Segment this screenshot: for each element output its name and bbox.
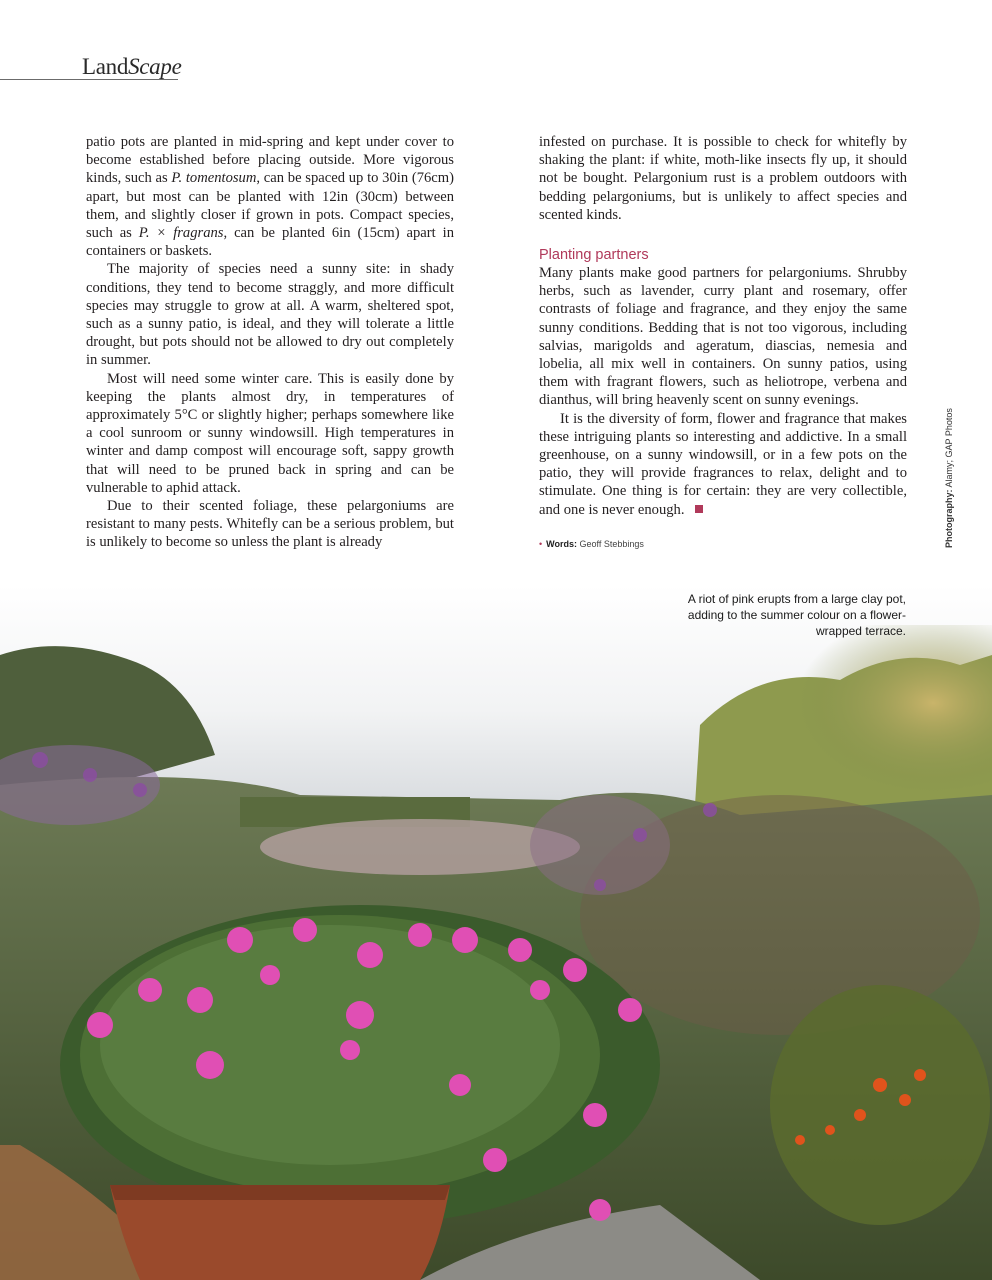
header-rule <box>0 79 178 80</box>
left-column <box>86 133 454 552</box>
paragraph: Many plants make good partners for pelargoniums. Shrubby herbs, such as lavender, curry plant and rosemary, offer contrasts of foliage and fragrance, and they enjoy the same sunny conditions. Bedding that is not too vigorous, including salvias, marigolds and ageratum, diascias, nemesia and lobelia, all mix well in containers. On sunny patios, using them with fragrant flowers, such as heliotrope, verbena and dianthus, will bring heavenly scent on sunny evenings. <box>539 265 907 409</box>
author-credit: • Words: Geoff Stebbings <box>539 539 644 549</box>
photo-caption: A riot of pink erupts from a large clay pot, adding to the summer colour on a flower-wrapped terrace. <box>687 592 906 638</box>
paragraph: It is the diversity of form, flower and fragrance that makes these intriguing plants so interesting and addictive. In a small greenhouse, on a sunny windowsill, or in a few pots on the patio, they will provide fragrances to relax, delight and to stimulate. One thing is for certain: they are very collectible, and one is never enough. <box>539 410 907 518</box>
paragraph: infested on purchase. It is possible to check for whitefly by shaking the plant: if white, moth-like insects fly up, it should not be bought. Pelargonium rust is a problem outdoors with bedding pelargoniums, but is unlikely to affect species and scented kinds. <box>539 134 907 223</box>
magazine-logo <box>82 54 181 80</box>
right-column <box>539 133 907 519</box>
paragraph: Most will need some winter care. This is easily done by keeping the plants almost dry, in temperatures of approximately 5°C or slightly higher; perhaps somewhere like a cool sunroom or sunny windowsill. High temperatures in winter and damp compost will encourage soft, sappy growth that will need to be pruned back in spring and can be vulnerable to aphid attack. <box>86 370 454 496</box>
logo-part-land: Land <box>82 54 129 79</box>
photo-credit: Photography: Alamy; GAP Photos <box>944 408 954 548</box>
end-of-article-icon <box>695 505 703 513</box>
garden-photo <box>0 585 992 1280</box>
paragraph: patio pots are planted in mid-spring and kept under cover to become established before placing outside. More vigorous kinds, such as P. tomentosum, can be spaced up to 30in (76cm) apart, but most can be planted with 12in (30cm) between them, and slightly closer if grown in pots. Compact species, such as P. × fragrans, can be planted 6in (15cm) apart in containers or baskets. <box>86 134 454 260</box>
logo-part-scape: Scape <box>128 54 182 79</box>
bullet-icon: • <box>539 539 543 549</box>
paragraph: The majority of species need a sunny site: in shady conditions, they tend to become straggly, and more difficult species may struggle to grow at all. A warm, sheltered spot, such as a sunny patio, is ideal, and they will tolerate a little drought, but pots should not be allowed to dry out completely in summer. <box>86 261 454 369</box>
section-heading: Planting partners <box>539 247 649 264</box>
paragraph: Due to their scented foliage, these pelargoniums are resistant to many pests. Whitefly can be a serious problem, but is unlikely to become so unless the plant is already <box>86 498 454 551</box>
